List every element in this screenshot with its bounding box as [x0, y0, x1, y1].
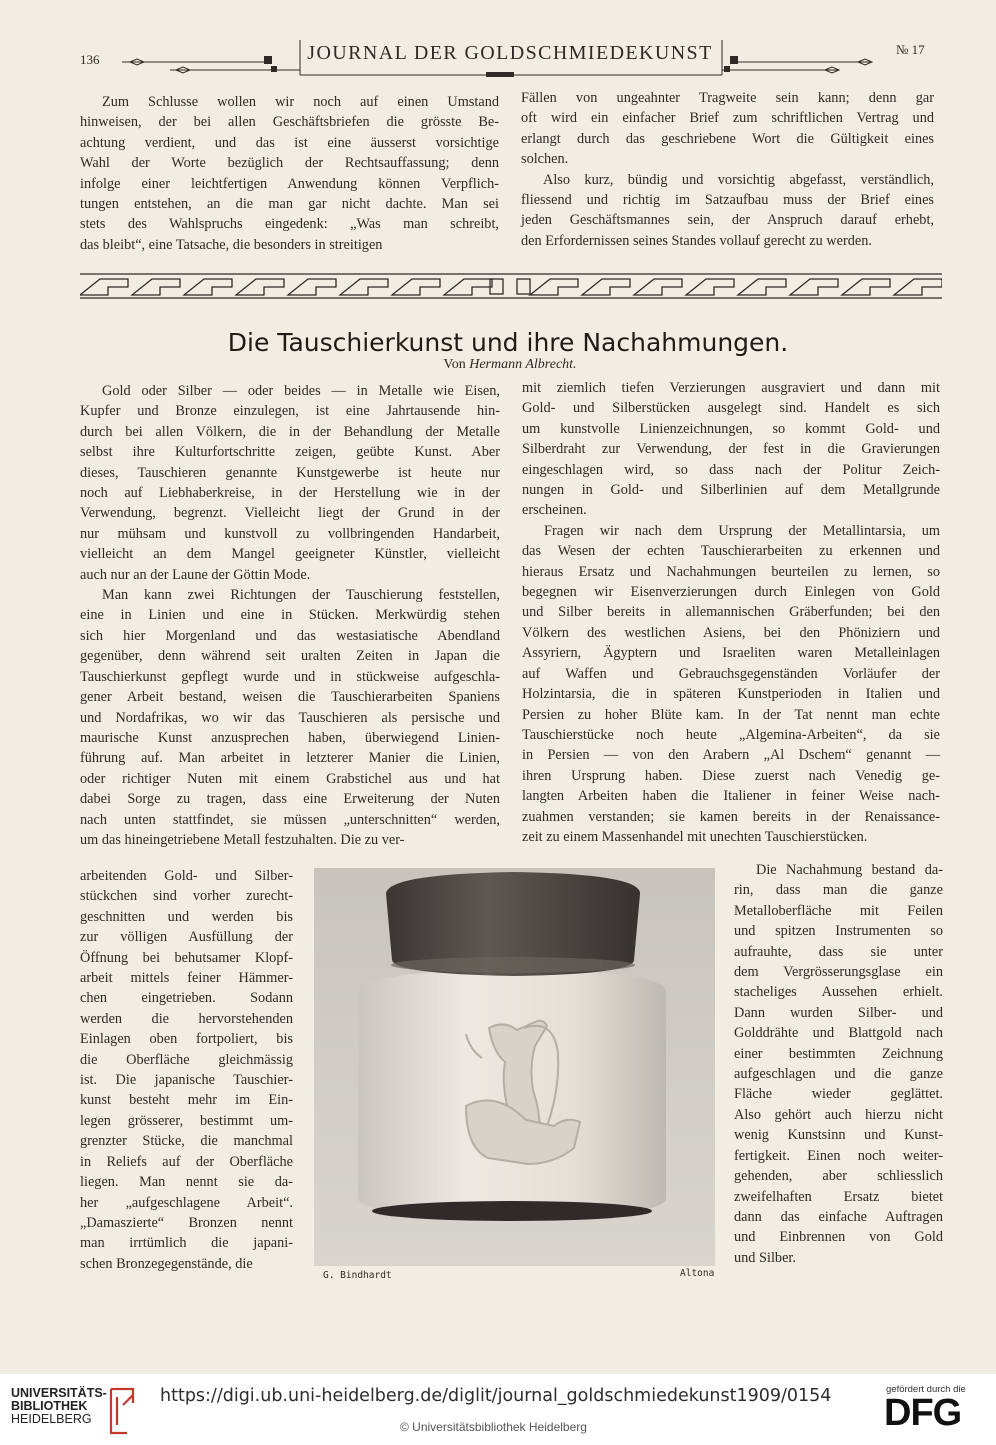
- text-line: schen Bronzegegenstände, die: [80, 1255, 253, 1272]
- article-right-column: [522, 378, 940, 847]
- author-name: Hermann Albrecht.: [469, 357, 577, 372]
- text-line: Öffnung bei behutsamer Klopf-: [80, 949, 293, 966]
- intro-left-column: [80, 92, 499, 255]
- photo-jar: [314, 868, 715, 1266]
- text-line: liegen. Man nennt sie da-: [80, 1174, 293, 1191]
- text-line: jeden Geschäftsmannes sein, der Anspruch darauf erhebt,: [521, 212, 934, 229]
- left-narrow-column: [80, 866, 293, 1274]
- text-line: das Wesen der echten Tauschierarbeiten zu erkennen und: [522, 543, 940, 560]
- text-line: Also kurz, bündig und vorsichtig abgefasst, verständlich,: [543, 171, 934, 188]
- text-line: Man kann zwei Richtungen der Tauschierung feststellen,: [102, 587, 500, 604]
- text-line: Holzintarsia, die in späteren Kunstperioden in Italien und: [522, 686, 940, 703]
- copyright-notice: © Universitätsbibliothek Heidelberg: [400, 1420, 587, 1434]
- text-line: aufgeschlagen und die ganze: [734, 1066, 943, 1083]
- text-line: gener Arbeit bestand, weisen die Tauschierarbeiten Spaniens: [80, 689, 500, 706]
- text-line: Gold- und Silberstücken ausgelegt sind. Handelt es sich: [522, 400, 940, 417]
- article-byline: [0, 357, 996, 373]
- text-line: arbeit mittels feiner Hämmer-: [80, 970, 293, 987]
- text-line: Völkern des westlichen Asiens, bei den Phöniziern und: [522, 624, 940, 641]
- article-left-column: [80, 381, 500, 850]
- text-line: selbst ihre Kulturfortschritte zeigen, geübte Kunst. Aber: [80, 444, 500, 461]
- right-paragraph-2: [522, 521, 940, 848]
- text-line: zweifelhaften Ersatz bietet: [734, 1188, 943, 1205]
- text-line: hieraus Ersatz und Nachahmungen beurteilen zu lernen, so: [522, 563, 940, 580]
- text-line: auch nur an der Laune der Göttin Mode.: [80, 566, 311, 583]
- text-line: dieses, Tauschieren genannte Kunstgewerbe ist heute nur: [80, 464, 500, 481]
- text-line: tungen entstehen, an die man gar nicht dachte. Man sei: [80, 196, 499, 213]
- text-line: rin, dass man die ganze: [734, 882, 943, 899]
- text-line: um das hineingetriebene Metall festzuhalten. Die zu ver-: [80, 831, 405, 848]
- text-line: nur mühsam und kunstvoll zu vollbringenden Handarbeit,: [80, 525, 500, 542]
- text-line: mit ziemlich tiefen Verzierungen ausgraviert und dann mit: [522, 380, 940, 396]
- text-line: führung auf. Man arbeitet in letzterer Manier die Linien,: [80, 750, 500, 767]
- text-line: zur völligen Ausfüllung der: [80, 929, 293, 946]
- page-number: 136: [80, 52, 100, 67]
- photo-caption-left: G. Bindhardt: [323, 1270, 392, 1281]
- text-line: und Nordafrikas, wo wir das Tauschieren als persische und: [80, 709, 500, 726]
- text-line: zeit zu einem Massenhandel mit unechten Tauschierstücken.: [522, 828, 868, 845]
- text-line: oft wird ein einfacher Brief zum schriftlichen Vertrag und: [521, 110, 934, 127]
- text-line: in Persien — von den Arabern „Al Dschem“ genannt —: [522, 747, 940, 764]
- text-line: und Silber.: [734, 1249, 796, 1266]
- intro-right-column: [521, 88, 934, 251]
- text-line: fertigkeit. Einen noch weiter-: [734, 1147, 943, 1164]
- text-line: Also gehört auch hierzu nicht: [734, 1106, 943, 1123]
- text-line: Metalloberfläche mit Feilen: [734, 902, 943, 919]
- text-line: Fragen wir nach dem Ursprung der Metallintarsia, um: [544, 522, 940, 539]
- running-header: [0, 40, 996, 80]
- text-line: legen grösserer, bestimmt um-: [80, 1112, 293, 1129]
- text-line: Persien zu hoher Blüte kam. In der Tat nennt man echte: [522, 706, 940, 723]
- text-line: den Erfordernissen seines Standes vollauf gerecht zu werden.: [521, 232, 872, 249]
- text-line: und Einbrennen von Gold: [734, 1229, 943, 1246]
- author-prefix: Von: [443, 357, 466, 372]
- text-line: fliessend und richtig im Satzaufbau muss der Brief eines: [521, 192, 934, 209]
- text-line: vielleicht an dem Mangel geeigneter Künstler, vielleicht: [80, 546, 500, 563]
- text-line: Verwendung, begrenzt. Vielleicht liegt der Grund in der: [80, 505, 500, 522]
- text-line: Zum Schlusse wollen wir noch auf einen Umstand: [102, 94, 499, 110]
- article-title: Die Tauschierkunst und ihre Nachahmungen.: [227, 328, 789, 357]
- text-line: dem Vergrösserungsglase ein: [734, 964, 943, 981]
- text-line: her „aufgeschlagene Arbeit“.: [80, 1194, 293, 1211]
- text-line: Fläche wieder geglättet.: [734, 1086, 943, 1103]
- text-line: wenig Kunstsinn und Kunst-: [734, 1127, 943, 1144]
- text-line: Die Nachahmung bestand da-: [756, 862, 943, 878]
- text-line: dann das einfache Auftragen: [734, 1208, 943, 1225]
- ub-line-3: HEIDELBERG: [11, 1412, 92, 1426]
- text-line: einer bestimmten Zeichnung: [734, 1045, 943, 1062]
- permalink-url[interactable]: https://digi.ub.uni-heidelberg.de/diglit/journal_goldschmiedekunst1909/0154: [160, 1386, 832, 1406]
- text-line: aufrauhte, dass sie unter: [734, 943, 943, 960]
- ornamental-border: [80, 271, 942, 301]
- text-line: zuahmen verstanden; sie kamen bereits in der Renaissance-: [522, 808, 940, 825]
- text-line: solchen.: [521, 151, 569, 168]
- text-line: geschnitten und werden bis: [80, 908, 293, 925]
- text-line: Dann wurden Silber- und: [734, 1004, 943, 1021]
- text-line: stacheliges Aussehen erhielt.: [734, 984, 943, 1001]
- right-paragraph-1: [522, 378, 940, 521]
- ub-heidelberg-wordmark: [11, 1387, 107, 1426]
- text-line: achtung verdient, und das ist eine äusserst vorsichtige: [80, 134, 499, 151]
- text-line: gegenüber, denn während seit uralten Zeiten in Japan die: [80, 648, 500, 665]
- photo-caption-right: Altona: [680, 1268, 715, 1279]
- text-line: chen eingetrieben. Sodann: [80, 990, 293, 1007]
- text-line: dabei Sorge zu tragen, dass eine Erweiterung der Nuten: [80, 791, 500, 808]
- text-line: und Silber bereits in allemannischen Gräberfunden; bei den: [522, 604, 940, 621]
- text-line: in Reliefs auf der Oberfläche: [80, 1153, 293, 1170]
- text-line: „Damaszierte“ Bronzen nennt: [80, 1214, 293, 1231]
- text-line: das bleibt“, eine Tatsache, die besonders in streitigen: [80, 236, 383, 253]
- text-line: Golddrähte und Blattgold nach: [734, 1025, 943, 1042]
- text-line: infolge einer leichtfertigen Anwendung können Verpflich-: [80, 175, 499, 192]
- text-line: ist. Die japanische Tauschier-: [80, 1072, 293, 1089]
- dfg-logo: DFG: [884, 1392, 962, 1434]
- text-line: nach unten stattfindet, sie müssen „unterschnitten“ werden,: [80, 811, 500, 828]
- text-line: sich hier Morgenland und das westasiatische Abendland: [80, 627, 500, 644]
- text-line: stückchen sind vorher zurecht-: [80, 888, 293, 905]
- text-line: Silberdraht zur Verwendung, der fest in die Gravierungen: [522, 441, 940, 458]
- text-line: arbeitenden Gold- und Silber-: [80, 868, 293, 884]
- text-line: erlangt durch das geschriebene Wort die Gültigkeit eines: [521, 130, 934, 147]
- text-line: Gold oder Silber — oder beides — in Metalle wie Eisen,: [102, 383, 500, 399]
- text-line: erscheinen.: [522, 502, 587, 519]
- ub-line-1: UNIVERSITÄTS-: [11, 1386, 107, 1400]
- text-line: Wahl der Worte bezüglich der Rechtsauffassung; denn: [80, 155, 499, 172]
- text-line: und spitzen Instrumenten so: [734, 923, 943, 940]
- footer-bar: [0, 1374, 996, 1445]
- text-line: Tauschierkunst gepflegt wurde und in stückweise aufgeschla-: [80, 668, 500, 685]
- funded-by-label: gefördert durch die: [886, 1384, 966, 1395]
- text-line: hinweisen, der bei allen Geschäftsbriefen die grösste Be-: [80, 114, 499, 131]
- text-line: oder richtiger Nuten mit einem Grabstichel aus und hat: [80, 770, 500, 787]
- text-line: stets des Wahlspruchs eingedenk: „Was man schreibt,: [80, 216, 499, 233]
- text-line: eine in Linien und eine in Stücken. Merkwürdig stehen: [80, 607, 500, 624]
- right-narrow-column: [734, 860, 943, 1268]
- text-line: begegnen wir Eisenverzierungen durch Einlegen von Gold: [522, 584, 940, 601]
- text-line: Einlagen oben fortpoliert, bis: [80, 1031, 293, 1048]
- ub-line-2: BIBLIOTHEK: [11, 1399, 88, 1413]
- text-line: auf Waffen und Gebrauchsgegenständen Vorläufer der: [522, 665, 940, 682]
- intro-right-paragraph-2: [521, 170, 934, 252]
- jar-illustration: [314, 868, 715, 1266]
- ub-logo-icon: [103, 1383, 139, 1439]
- left-paragraph-2: [80, 585, 500, 850]
- text-line: Assyriern, Ägyptern und Israeliten waren Metalleinlagen: [522, 645, 940, 662]
- text-line: die Oberfläche gleichmässig: [80, 1051, 293, 1068]
- text-line: langten Arbeiten haben die Italiener in feiner Weise nach-: [522, 788, 940, 805]
- text-line: kunst besteht mehr im Ein-: [80, 1092, 293, 1109]
- text-line: Kupfer und Bronze einzulegen, ist eine Jahrtausende hin-: [80, 403, 500, 420]
- issue-number: № 17: [896, 42, 925, 57]
- intro-right-paragraph-1: [521, 88, 934, 170]
- text-line: Fällen von ungeahnter Tragweite sein kann; denn gar: [521, 90, 934, 106]
- text-line: gehenden, aber schliesslich: [734, 1168, 943, 1185]
- text-line: durch bei allen Völkern, die in der Behandlung der Metalle: [80, 423, 500, 440]
- text-line: um kunstvolle Linienzeichnungen, so kommt Gold- und: [522, 420, 940, 437]
- text-line: ihren Ursprung haben. Diese zuerst nach Venedig ge-: [522, 767, 940, 784]
- text-line: noch auf Liebhaberkreise, in der Herstellung wie in der: [80, 485, 500, 502]
- text-line: eingeschlagen wird, so dass nach der Politur Zeich-: [522, 461, 940, 478]
- text-line: werden die hervorstehenden: [80, 1010, 293, 1027]
- text-line: man irrtümlich die japani-: [80, 1235, 293, 1252]
- journal-title: JOURNAL DER GOLDSCHMIEDEKUNST: [307, 42, 713, 64]
- text-line: Tauschierstücke noch heute „Algemina-Arbeiten“, da sie: [522, 726, 940, 743]
- left-paragraph-1: [80, 381, 500, 585]
- text-line: maurische Kunst anzusprechen haben, überwiegend Linien-: [80, 729, 500, 746]
- text-line: grenzter Stücke, die manchmal: [80, 1133, 293, 1150]
- text-line: nungen in Gold- und Silberlinien auf dem Metallgrunde: [522, 482, 940, 499]
